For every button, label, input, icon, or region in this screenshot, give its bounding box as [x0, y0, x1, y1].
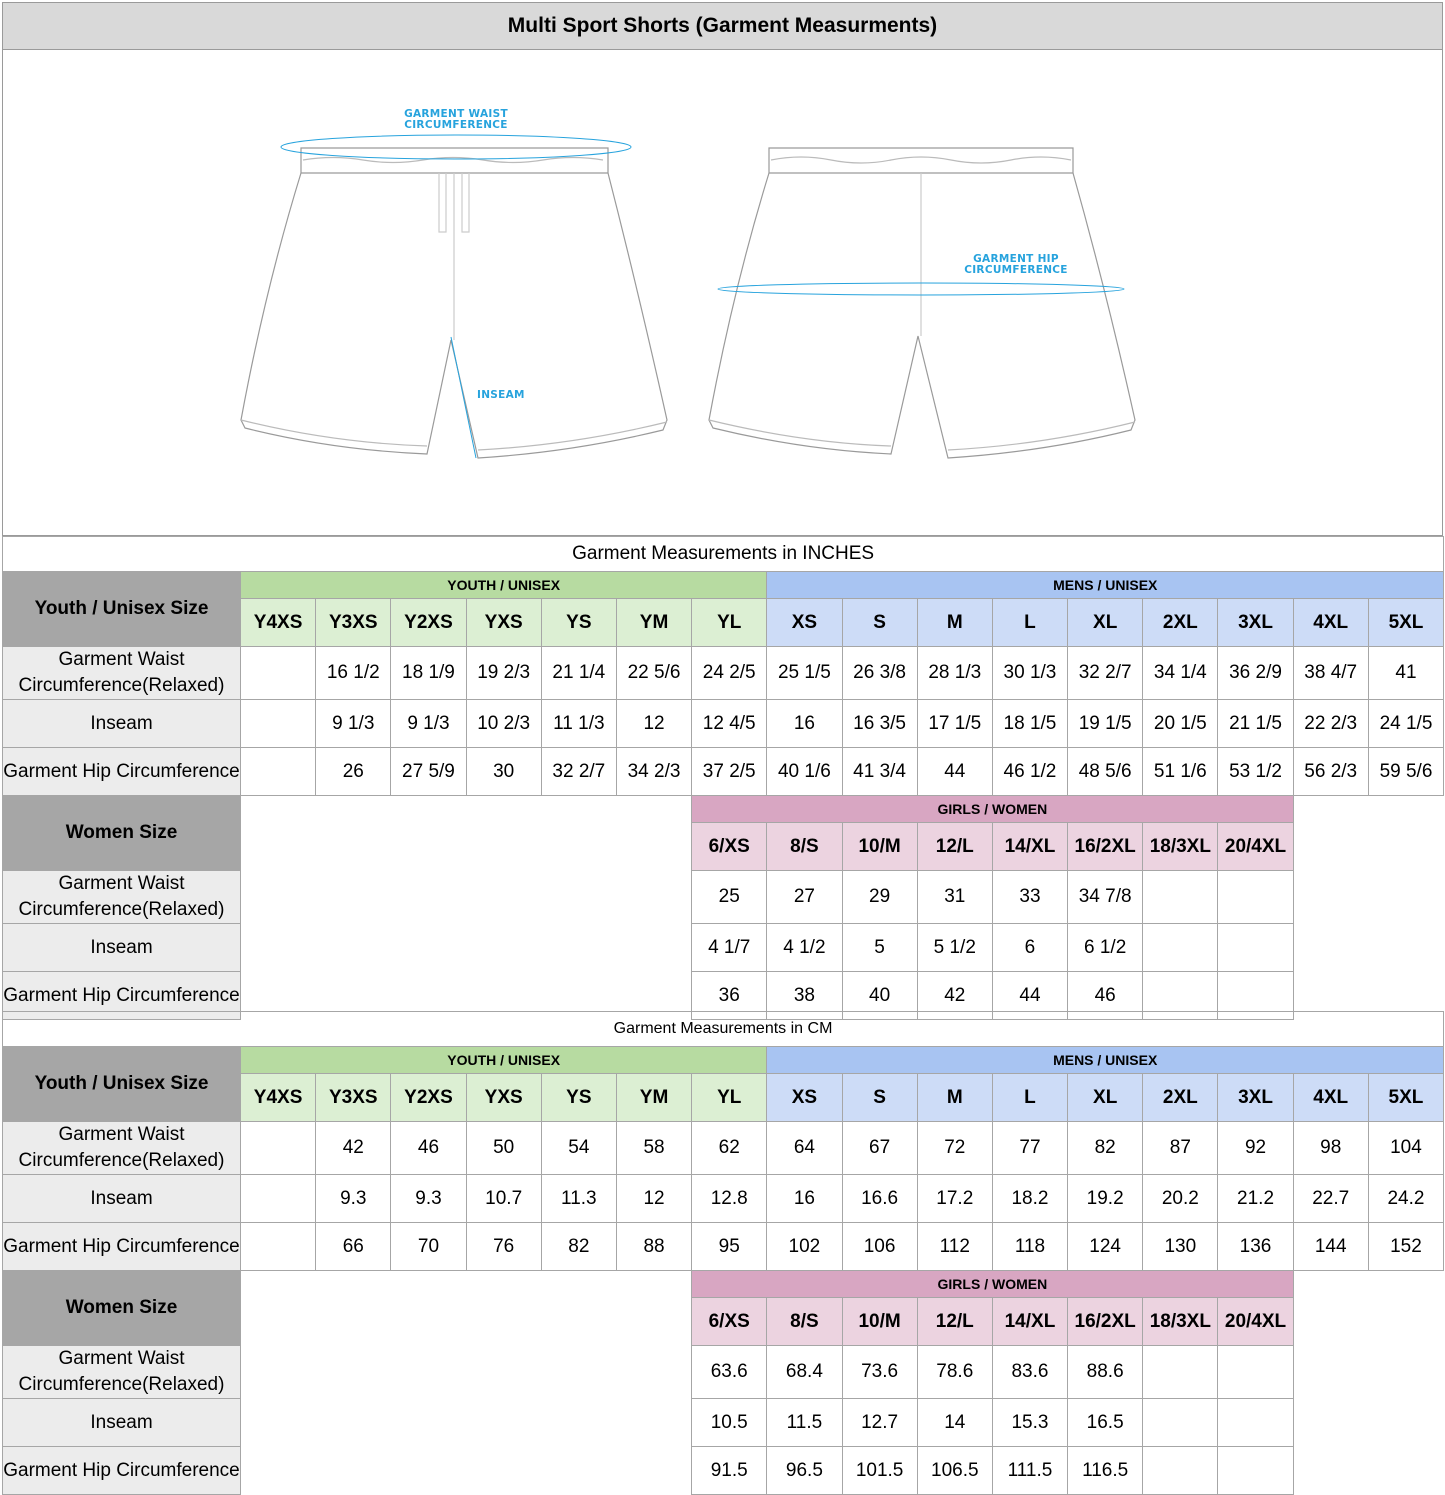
measurement-cell	[241, 748, 316, 796]
measurement-cell: 46 1/2	[992, 748, 1067, 796]
size-header-cell: Y2XS	[391, 1074, 466, 1122]
measurement-cell: 92	[1218, 1122, 1293, 1175]
measurement-cell: 19.2	[1068, 1175, 1143, 1223]
inseam-label: INSEAM	[477, 389, 525, 401]
measurement-cell: 106.5	[917, 1447, 992, 1495]
measurement-cell: 88	[616, 1223, 691, 1271]
measurement-cell: 15.3	[992, 1399, 1067, 1447]
cm-section-title: Garment Measurements in CM	[3, 1012, 1444, 1047]
mens-group-header: MENS / UNISEX	[767, 572, 1444, 599]
size-header-cell: 2XL	[1143, 599, 1218, 647]
measurement-cell: 12	[616, 1175, 691, 1223]
measurement-cell: 88.6	[1068, 1346, 1143, 1399]
measurement-cell	[241, 1223, 316, 1271]
women-size-header: Women Size	[3, 796, 241, 871]
row-label-waist: Garment Waist Circumference(Relaxed)	[3, 871, 241, 924]
measurement-cell: 64	[767, 1122, 842, 1175]
measurement-cell: 12	[616, 700, 691, 748]
youth-group-header: YOUTH / UNISEX	[241, 1047, 767, 1074]
measurement-cell: 63.6	[692, 1346, 767, 1399]
measurement-cell: 37 2/5	[692, 748, 767, 796]
measurement-cell: 10.5	[692, 1399, 767, 1447]
measurement-cell: 34 1/4	[1143, 647, 1218, 700]
size-header-cell: 8/S	[767, 823, 842, 871]
row-label-hip: Garment Hip Circumference	[3, 1223, 241, 1271]
measurement-cell: 56 2/3	[1293, 748, 1368, 796]
measurement-cell: 16.5	[1068, 1399, 1143, 1447]
measurement-cell: 14	[917, 1399, 992, 1447]
measurement-cell: 101.5	[842, 1447, 917, 1495]
size-header-cell: S	[842, 599, 917, 647]
measurement-cell: 17.2	[917, 1175, 992, 1223]
measurement-cell: 95	[692, 1223, 767, 1271]
women-group-header: GIRLS / WOMEN	[692, 796, 1294, 823]
size-header-cell: XL	[1068, 1074, 1143, 1122]
size-header-cell: YL	[692, 1074, 767, 1122]
size-header-cell: 6/XS	[692, 823, 767, 871]
measurement-cell	[1143, 1447, 1218, 1495]
measurement-cell: 34 2/3	[616, 748, 691, 796]
measurement-cell: 72	[917, 1122, 992, 1175]
measurement-cell: 11.3	[541, 1175, 616, 1223]
measurement-cell	[241, 1122, 316, 1175]
garment-diagram	[2, 50, 1443, 536]
measurement-cell: 12.7	[842, 1399, 917, 1447]
inches-table	[2, 536, 1444, 1020]
measurement-cell: 40	[842, 972, 917, 1020]
size-header-cell: XS	[767, 599, 842, 647]
page-title: Multi Sport Shorts (Garment Measurments)	[2, 2, 1443, 50]
measurement-cell: 73.6	[842, 1346, 917, 1399]
back-shorts-drawing	[709, 148, 1135, 458]
size-header-cell: 6/XS	[692, 1298, 767, 1346]
row-label-waist: Garment Waist Circumference(Relaxed)	[3, 647, 241, 700]
measurement-cell: 83.6	[992, 1346, 1067, 1399]
size-header-cell: 16/2XL	[1068, 1298, 1143, 1346]
row-label-hip: Garment Hip Circumference	[3, 748, 241, 796]
size-header-cell: Y3XS	[316, 1074, 391, 1122]
row-label-waist: Garment Waist Circumference(Relaxed)	[3, 1346, 241, 1399]
measurement-cell: 5 1/2	[917, 924, 992, 972]
measurement-cell: 4 1/2	[767, 924, 842, 972]
cm-table	[2, 1011, 1444, 1495]
inches-section-title: Garment Measurements in INCHES	[3, 537, 1444, 572]
measurement-cell	[241, 647, 316, 700]
hip-label-line1: GARMENT HIP	[973, 253, 1059, 265]
measurement-cell: 58	[616, 1122, 691, 1175]
measurement-cell: 22.7	[1293, 1175, 1368, 1223]
size-header-cell: 5XL	[1368, 1074, 1443, 1122]
blank-area	[241, 796, 692, 1020]
measurement-cell: 16 1/2	[316, 647, 391, 700]
measurement-cell: 29	[842, 871, 917, 924]
measurement-cell: 20 1/5	[1143, 700, 1218, 748]
measurement-cell: 136	[1218, 1223, 1293, 1271]
waist-label-line1: GARMENT WAIST	[404, 108, 508, 120]
measurement-cell: 42	[917, 972, 992, 1020]
measurement-cell: 30	[466, 748, 541, 796]
size-header-cell: YL	[692, 599, 767, 647]
size-header-cell: YXS	[466, 1074, 541, 1122]
measurement-cell	[1143, 1346, 1218, 1399]
measurement-cell: 38 4/7	[1293, 647, 1368, 700]
measurement-cell: 21 1/5	[1218, 700, 1293, 748]
measurement-cell: 48 5/6	[1068, 748, 1143, 796]
row-label-waist: Garment Waist Circumference(Relaxed)	[3, 1122, 241, 1175]
measurement-cell: 32 2/7	[541, 748, 616, 796]
measurement-cell: 124	[1068, 1223, 1143, 1271]
measurement-cell: 27 5/9	[391, 748, 466, 796]
measurement-cell: 26 3/8	[842, 647, 917, 700]
measurement-cell: 53 1/2	[1218, 748, 1293, 796]
measurement-cell: 10.7	[466, 1175, 541, 1223]
measurement-cell	[1218, 1346, 1293, 1399]
measurement-cell: 20.2	[1143, 1175, 1218, 1223]
measurement-cell: 62	[692, 1122, 767, 1175]
measurement-cell: 16	[767, 700, 842, 748]
blank-area	[241, 1271, 692, 1495]
measurement-cell: 6 1/2	[1068, 924, 1143, 972]
row-label-inseam: Inseam	[3, 924, 241, 972]
size-header-cell: Y4XS	[241, 1074, 316, 1122]
measurement-cell: 17 1/5	[917, 700, 992, 748]
size-header-cell: 16/2XL	[1068, 823, 1143, 871]
size-header-cell: 20/4XL	[1218, 1298, 1293, 1346]
size-header-cell: 18/3XL	[1143, 1298, 1218, 1346]
measurement-cell: 36 2/9	[1218, 647, 1293, 700]
measurement-cell: 12.8	[692, 1175, 767, 1223]
measurement-cell: 11 1/3	[541, 700, 616, 748]
measurement-cell: 18 1/9	[391, 647, 466, 700]
mens-group-header: MENS / UNISEX	[767, 1047, 1444, 1074]
measurement-cell: 78.6	[917, 1346, 992, 1399]
measurement-cell: 9.3	[391, 1175, 466, 1223]
row-label-inseam: Inseam	[3, 1175, 241, 1223]
size-header-cell: 4XL	[1293, 1074, 1368, 1122]
measurement-cell	[241, 1175, 316, 1223]
measurement-cell: 27	[767, 871, 842, 924]
youth-size-header: Youth / Unisex Size	[3, 572, 241, 647]
waist-label-line2: CIRCUMFERENCE	[404, 119, 508, 131]
size-header-cell: 14/XL	[992, 823, 1067, 871]
women-size-header: Women Size	[3, 1271, 241, 1346]
measurement-cell: 130	[1143, 1223, 1218, 1271]
row-label-inseam: Inseam	[3, 700, 241, 748]
size-header-cell: M	[917, 599, 992, 647]
measurement-cell: 18.2	[992, 1175, 1067, 1223]
measurement-cell: 116.5	[1068, 1447, 1143, 1495]
measurement-cell: 9 1/3	[391, 700, 466, 748]
size-header-cell: YS	[541, 599, 616, 647]
measurement-cell: 87	[1143, 1122, 1218, 1175]
size-header-cell: S	[842, 1074, 917, 1122]
measurement-cell: 18 1/5	[992, 700, 1067, 748]
size-header-cell: M	[917, 1074, 992, 1122]
size-header-cell: 2XL	[1143, 1074, 1218, 1122]
measurement-cell	[1218, 1447, 1293, 1495]
measurement-cell: 46	[391, 1122, 466, 1175]
measurement-cell: 70	[391, 1223, 466, 1271]
measurement-cell: 68.4	[767, 1346, 842, 1399]
measurement-cell: 16	[767, 1175, 842, 1223]
measurement-cell: 6	[992, 924, 1067, 972]
measurement-cell: 26	[316, 748, 391, 796]
measurement-cell: 54	[541, 1122, 616, 1175]
size-header-cell: Y3XS	[316, 599, 391, 647]
size-header-cell: 5XL	[1368, 599, 1443, 647]
measurement-cell: 41 3/4	[842, 748, 917, 796]
measurement-cell: 106	[842, 1223, 917, 1271]
measurement-cell: 44	[992, 972, 1067, 1020]
measurement-cell: 34 7/8	[1068, 871, 1143, 924]
measurement-cell: 44	[917, 748, 992, 796]
blank-area	[1293, 1271, 1443, 1495]
measurement-cell: 4 1/7	[692, 924, 767, 972]
size-header-cell: 12/L	[917, 823, 992, 871]
measurement-cell: 67	[842, 1122, 917, 1175]
measurement-cell: 16.6	[842, 1175, 917, 1223]
shorts-illustration	[3, 50, 1444, 536]
size-header-cell: 18/3XL	[1143, 823, 1218, 871]
measurement-cell: 16 3/5	[842, 700, 917, 748]
measurement-cell	[1218, 1399, 1293, 1447]
measurement-cell: 24.2	[1368, 1175, 1443, 1223]
measurement-cell: 42	[316, 1122, 391, 1175]
measurement-cell	[241, 700, 316, 748]
row-label-hip: Garment Hip Circumference	[3, 972, 241, 1020]
measurement-cell: 33	[992, 871, 1067, 924]
waist-measure-ellipse	[281, 135, 631, 159]
measurement-cell: 19 1/5	[1068, 700, 1143, 748]
measurement-cell: 50	[466, 1122, 541, 1175]
measurement-cell: 21 1/4	[541, 647, 616, 700]
measurement-cell: 31	[917, 871, 992, 924]
measurement-cell: 24 1/5	[1368, 700, 1443, 748]
measurement-cell: 104	[1368, 1122, 1443, 1175]
measurement-cell: 96.5	[767, 1447, 842, 1495]
measurement-cell	[1218, 871, 1293, 924]
size-header-cell: 10/M	[842, 823, 917, 871]
measurement-cell: 32 2/7	[1068, 647, 1143, 700]
row-label-hip: Garment Hip Circumference	[3, 1447, 241, 1495]
measurement-cell: 25	[692, 871, 767, 924]
front-shorts-drawing	[241, 148, 667, 458]
measurement-cell: 59 5/6	[1368, 748, 1443, 796]
measurement-cell: 41	[1368, 647, 1443, 700]
measurement-cell: 22 5/6	[616, 647, 691, 700]
measurement-cell: 38	[767, 972, 842, 1020]
size-header-cell: Y2XS	[391, 599, 466, 647]
size-header-cell: 8/S	[767, 1298, 842, 1346]
measurement-cell: 46	[1068, 972, 1143, 1020]
size-header-cell: YM	[616, 599, 691, 647]
measurement-cell: 98	[1293, 1122, 1368, 1175]
measurement-cell: 11.5	[767, 1399, 842, 1447]
measurement-cell	[1218, 924, 1293, 972]
size-header-cell: 14/XL	[992, 1298, 1067, 1346]
size-header-cell: XL	[1068, 599, 1143, 647]
measurement-cell: 82	[541, 1223, 616, 1271]
size-header-cell: L	[992, 599, 1067, 647]
blank-area	[1293, 796, 1444, 1020]
measurement-cell: 118	[992, 1223, 1067, 1271]
size-header-cell: 10/M	[842, 1298, 917, 1346]
measurement-cell: 30 1/3	[992, 647, 1067, 700]
size-header-cell: XS	[767, 1074, 842, 1122]
measurement-cell: 22 2/3	[1293, 700, 1368, 748]
measurement-cell: 21.2	[1218, 1175, 1293, 1223]
size-header-cell: L	[992, 1074, 1067, 1122]
measurement-cell: 76	[466, 1223, 541, 1271]
size-header-cell: 20/4XL	[1218, 823, 1293, 871]
size-header-cell: YS	[541, 1074, 616, 1122]
measurement-cell	[1143, 924, 1218, 972]
measurement-cell: 24 2/5	[692, 647, 767, 700]
measurement-cell: 28 1/3	[917, 647, 992, 700]
measurement-cell: 5	[842, 924, 917, 972]
women-group-header: GIRLS / WOMEN	[692, 1271, 1294, 1298]
measurement-cell: 40 1/6	[767, 748, 842, 796]
measurement-cell: 66	[316, 1223, 391, 1271]
youth-group-header: YOUTH / UNISEX	[241, 572, 767, 599]
measurement-cell: 152	[1368, 1223, 1443, 1271]
measurement-cell: 10 2/3	[466, 700, 541, 748]
measurement-cell	[1143, 1399, 1218, 1447]
measurement-cell: 36	[692, 972, 767, 1020]
size-header-cell: Y4XS	[241, 599, 316, 647]
measurement-cell	[1143, 871, 1218, 924]
size-header-cell: YM	[616, 1074, 691, 1122]
measurement-cell: 112	[917, 1223, 992, 1271]
measurement-cell: 102	[767, 1223, 842, 1271]
measurement-cell: 51 1/6	[1143, 748, 1218, 796]
size-header-cell: YXS	[466, 599, 541, 647]
measurement-cell: 9.3	[316, 1175, 391, 1223]
size-header-cell: 12/L	[917, 1298, 992, 1346]
measurement-cell: 82	[1068, 1122, 1143, 1175]
measurement-cell: 12 4/5	[692, 700, 767, 748]
measurement-cell: 111.5	[992, 1447, 1067, 1495]
hip-label-line2: CIRCUMFERENCE	[964, 264, 1068, 276]
size-header-cell: 3XL	[1218, 1074, 1293, 1122]
measurement-cell: 77	[992, 1122, 1067, 1175]
measurement-cell: 19 2/3	[466, 647, 541, 700]
size-header-cell: 4XL	[1293, 599, 1368, 647]
row-label-inseam: Inseam	[3, 1399, 241, 1447]
measurement-cell: 9 1/3	[316, 700, 391, 748]
measurement-cell: 144	[1293, 1223, 1368, 1271]
measurement-cell: 25 1/5	[767, 647, 842, 700]
measurement-cell: 91.5	[692, 1447, 767, 1495]
size-header-cell: 3XL	[1218, 599, 1293, 647]
youth-size-header: Youth / Unisex Size	[3, 1047, 241, 1122]
